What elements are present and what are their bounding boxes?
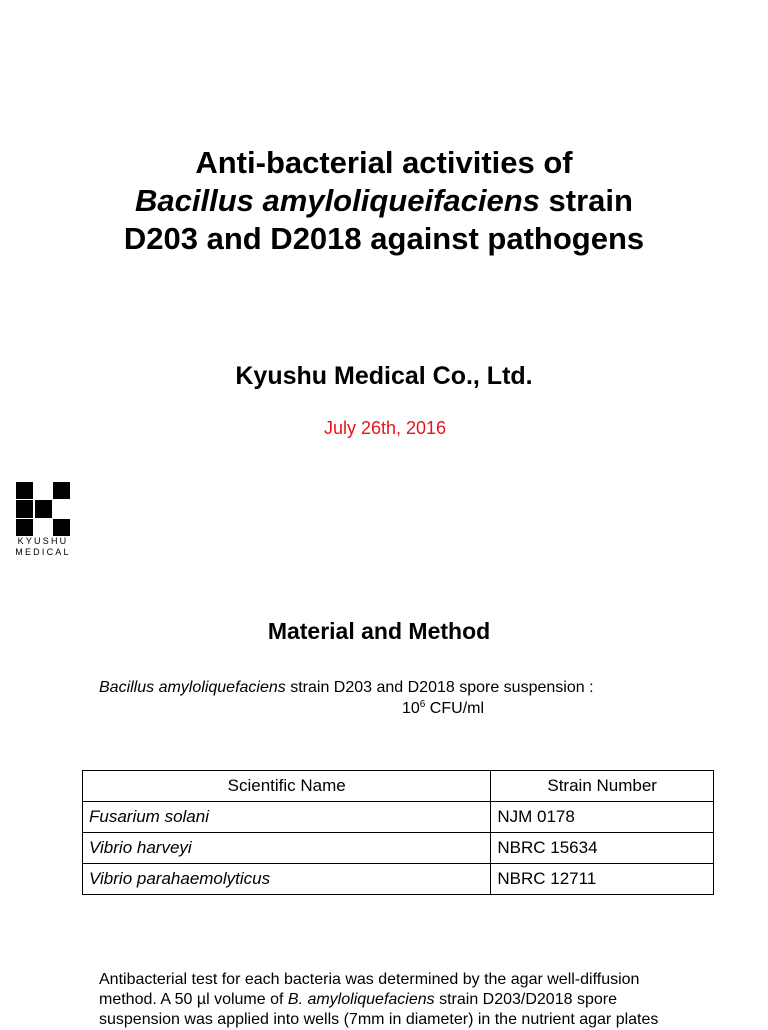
title-line-3: D203 and D2018 against pathogens xyxy=(123,221,645,256)
logo-text-medical: MEDICAL xyxy=(15,547,71,557)
company-name: Kyushu Medical Co., Ltd. xyxy=(235,362,533,390)
spore-text: strain D203 and D2018 spore suspension : xyxy=(285,679,594,696)
spore-species: Bacillus amyloliquefaciens xyxy=(99,679,286,696)
paragraph-line-2 xyxy=(99,990,709,1010)
title-species: Bacillus amyloliqueifaciens xyxy=(135,183,540,218)
header-scientific-name: Scientific Name xyxy=(83,771,491,802)
document-title xyxy=(0,144,768,258)
table-header-row xyxy=(83,771,714,802)
spore-suspension-line xyxy=(99,677,594,699)
cell-strain-number: NBRC 12711 xyxy=(491,864,714,895)
cell-scientific-name: Vibrio parahaemolyticus xyxy=(83,864,491,895)
table-row xyxy=(83,864,714,895)
title-line-1: Anti-bacterial activities of xyxy=(195,145,573,180)
concentration-base: 10 xyxy=(402,700,420,717)
section-title: Material and Method xyxy=(267,618,491,644)
title-line-2-rest: strain xyxy=(539,183,633,218)
kyushu-medical-logo xyxy=(16,482,72,558)
document-date: July 26th, 2016 xyxy=(323,418,447,438)
logo-text-kyushu: KYUSHU xyxy=(17,536,69,546)
paragraph-line-2-post: strain D203/D2018 spore xyxy=(434,991,617,1008)
kyushu-medical-logo-icon xyxy=(16,482,70,536)
paragraph-line-1: Antibacterial test for each bacteria was determined by the agar well-diffusion xyxy=(99,971,640,988)
cell-scientific-name: Fusarium solani xyxy=(83,802,491,833)
cell-strain-number: NBRC 15634 xyxy=(491,833,714,864)
cell-strain-number: NJM 0178 xyxy=(491,802,714,833)
concentration-unit: CFU/ml xyxy=(425,700,485,717)
spore-concentration xyxy=(402,698,484,720)
paragraph-species: B. amyloliquefaciens xyxy=(287,991,435,1008)
header-strain-number: Strain Number xyxy=(491,771,714,802)
concentration-exponent: 6 xyxy=(419,699,426,710)
paragraph-line-3: suspension was applied into wells (7mm in diameter) in the nutrient agar plates xyxy=(99,1011,659,1028)
method-paragraph xyxy=(99,970,709,1030)
table-row xyxy=(83,833,714,864)
paragraph-line-2-pre: method. A 50 µl volume of xyxy=(99,991,288,1008)
cell-scientific-name: Vibrio harveyi xyxy=(83,833,491,864)
title-line-2 xyxy=(0,182,768,220)
strain-table xyxy=(82,770,714,895)
table-row xyxy=(83,802,714,833)
